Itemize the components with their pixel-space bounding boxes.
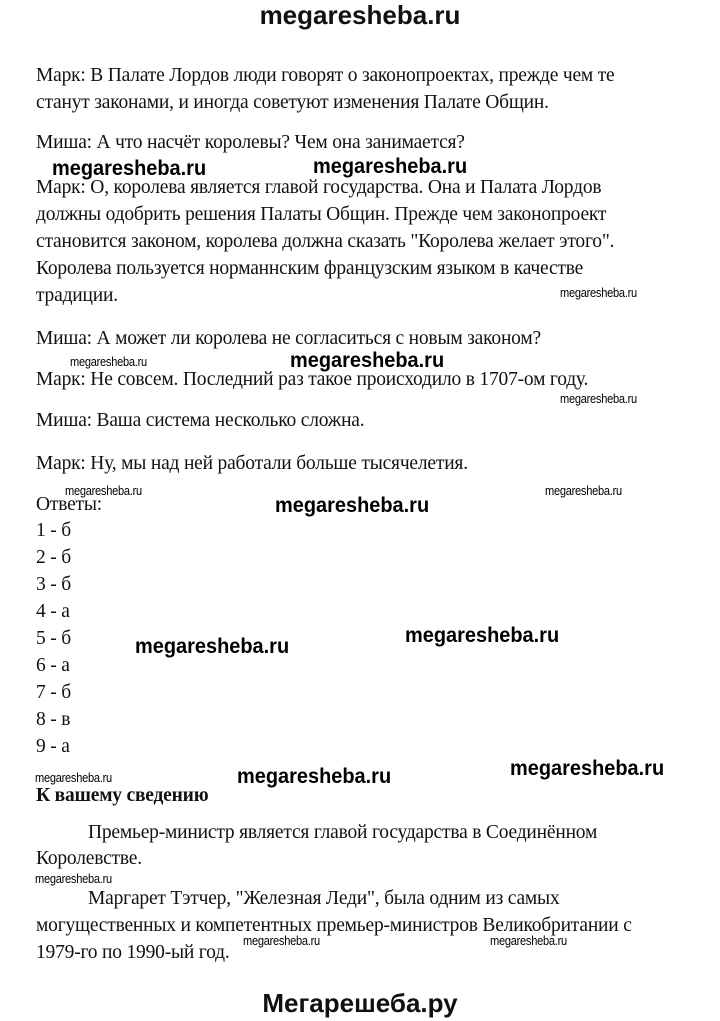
info-line: 1979-го по 1990-ый год. — [36, 942, 230, 963]
watermark: megaresheba.ru — [275, 494, 430, 517]
answer-item: 5 - б — [36, 628, 71, 649]
dialogue-line: Миша: А что насчёт королевы? Чем она занимается? — [36, 132, 465, 153]
dialogue-line: станут законами, и иногда советуют изменения Палате Общин. — [36, 92, 549, 113]
watermark: megaresheba.ru — [35, 871, 112, 886]
dialogue-line: должны одобрить решения Палаты Общин. Прежде чем законопроект — [36, 204, 607, 225]
answer-item: 6 - а — [36, 655, 70, 676]
watermark: megaresheba.ru — [52, 157, 207, 180]
watermark: megaresheba.ru — [490, 933, 567, 948]
dialogue-line: Миша: Ваша система несколько сложна. — [36, 410, 365, 431]
dialogue-line: Марк: В Палате Лордов люди говорят о законопроектах, прежде чем те — [36, 65, 615, 86]
watermark: megaresheba.ru — [560, 285, 637, 300]
watermark: megaresheba.ru — [510, 757, 665, 780]
watermark: megaresheba.ru — [135, 635, 290, 658]
watermark: megaresheba.ru — [313, 155, 468, 178]
answer-item: 3 - б — [36, 574, 71, 595]
dialogue-line: традиции. — [36, 285, 118, 306]
answer-item: 4 - а — [36, 601, 70, 622]
watermark: megaresheba.ru — [243, 933, 320, 948]
dialogue-line: Королева пользуется норманнским французским языком в качестве — [36, 258, 584, 279]
watermark: megaresheba.ru — [290, 349, 445, 372]
site-footer[interactable]: Мегарешеба.ру — [262, 988, 458, 1018]
dialogue-line: Марк: О, королева является главой государства. Она и Палата Лордов — [36, 177, 602, 198]
info-line: Премьер-министр является главой государства в Соединённом — [88, 822, 598, 843]
answer-item: 2 - б — [36, 547, 71, 568]
info-title: К вашему сведению — [36, 785, 209, 806]
watermark: megaresheba.ru — [65, 483, 142, 498]
dialogue-line: Марк: Ну, мы над ней работали больше тысячелетия. — [36, 453, 468, 474]
dialogue-line: Марк: Не совсем. Последний раз такое происходило в 1707-ом году. — [36, 369, 589, 390]
watermark: megaresheba.ru — [70, 354, 147, 369]
answer-item: 9 - а — [36, 736, 70, 757]
info-line: Королевстве. — [36, 848, 142, 869]
dialogue-line: Миша: А может ли королева не согласиться с новым законом? — [36, 328, 541, 349]
answer-item: 8 - в — [36, 709, 71, 730]
watermark: megaresheba.ru — [35, 770, 112, 785]
watermark: megaresheba.ru — [560, 391, 637, 406]
answers-title: Ответы: — [36, 494, 102, 515]
watermark: megaresheba.ru — [545, 483, 622, 498]
answer-item: 1 - б — [36, 520, 71, 541]
site-header[interactable]: megaresheba.ru — [259, 0, 461, 30]
answer-item: 7 - б — [36, 682, 71, 703]
dialogue-line: становится законом, королева должна сказать "Королева желает этого". — [36, 231, 615, 252]
info-line: могущественных и компетентных премьер-министров Великобритании с — [36, 915, 632, 936]
watermark: megaresheba.ru — [405, 624, 560, 647]
watermark: megaresheba.ru — [237, 765, 392, 788]
info-line: Маргарет Тэтчер, "Железная Леди", была одним из самых — [88, 888, 560, 909]
